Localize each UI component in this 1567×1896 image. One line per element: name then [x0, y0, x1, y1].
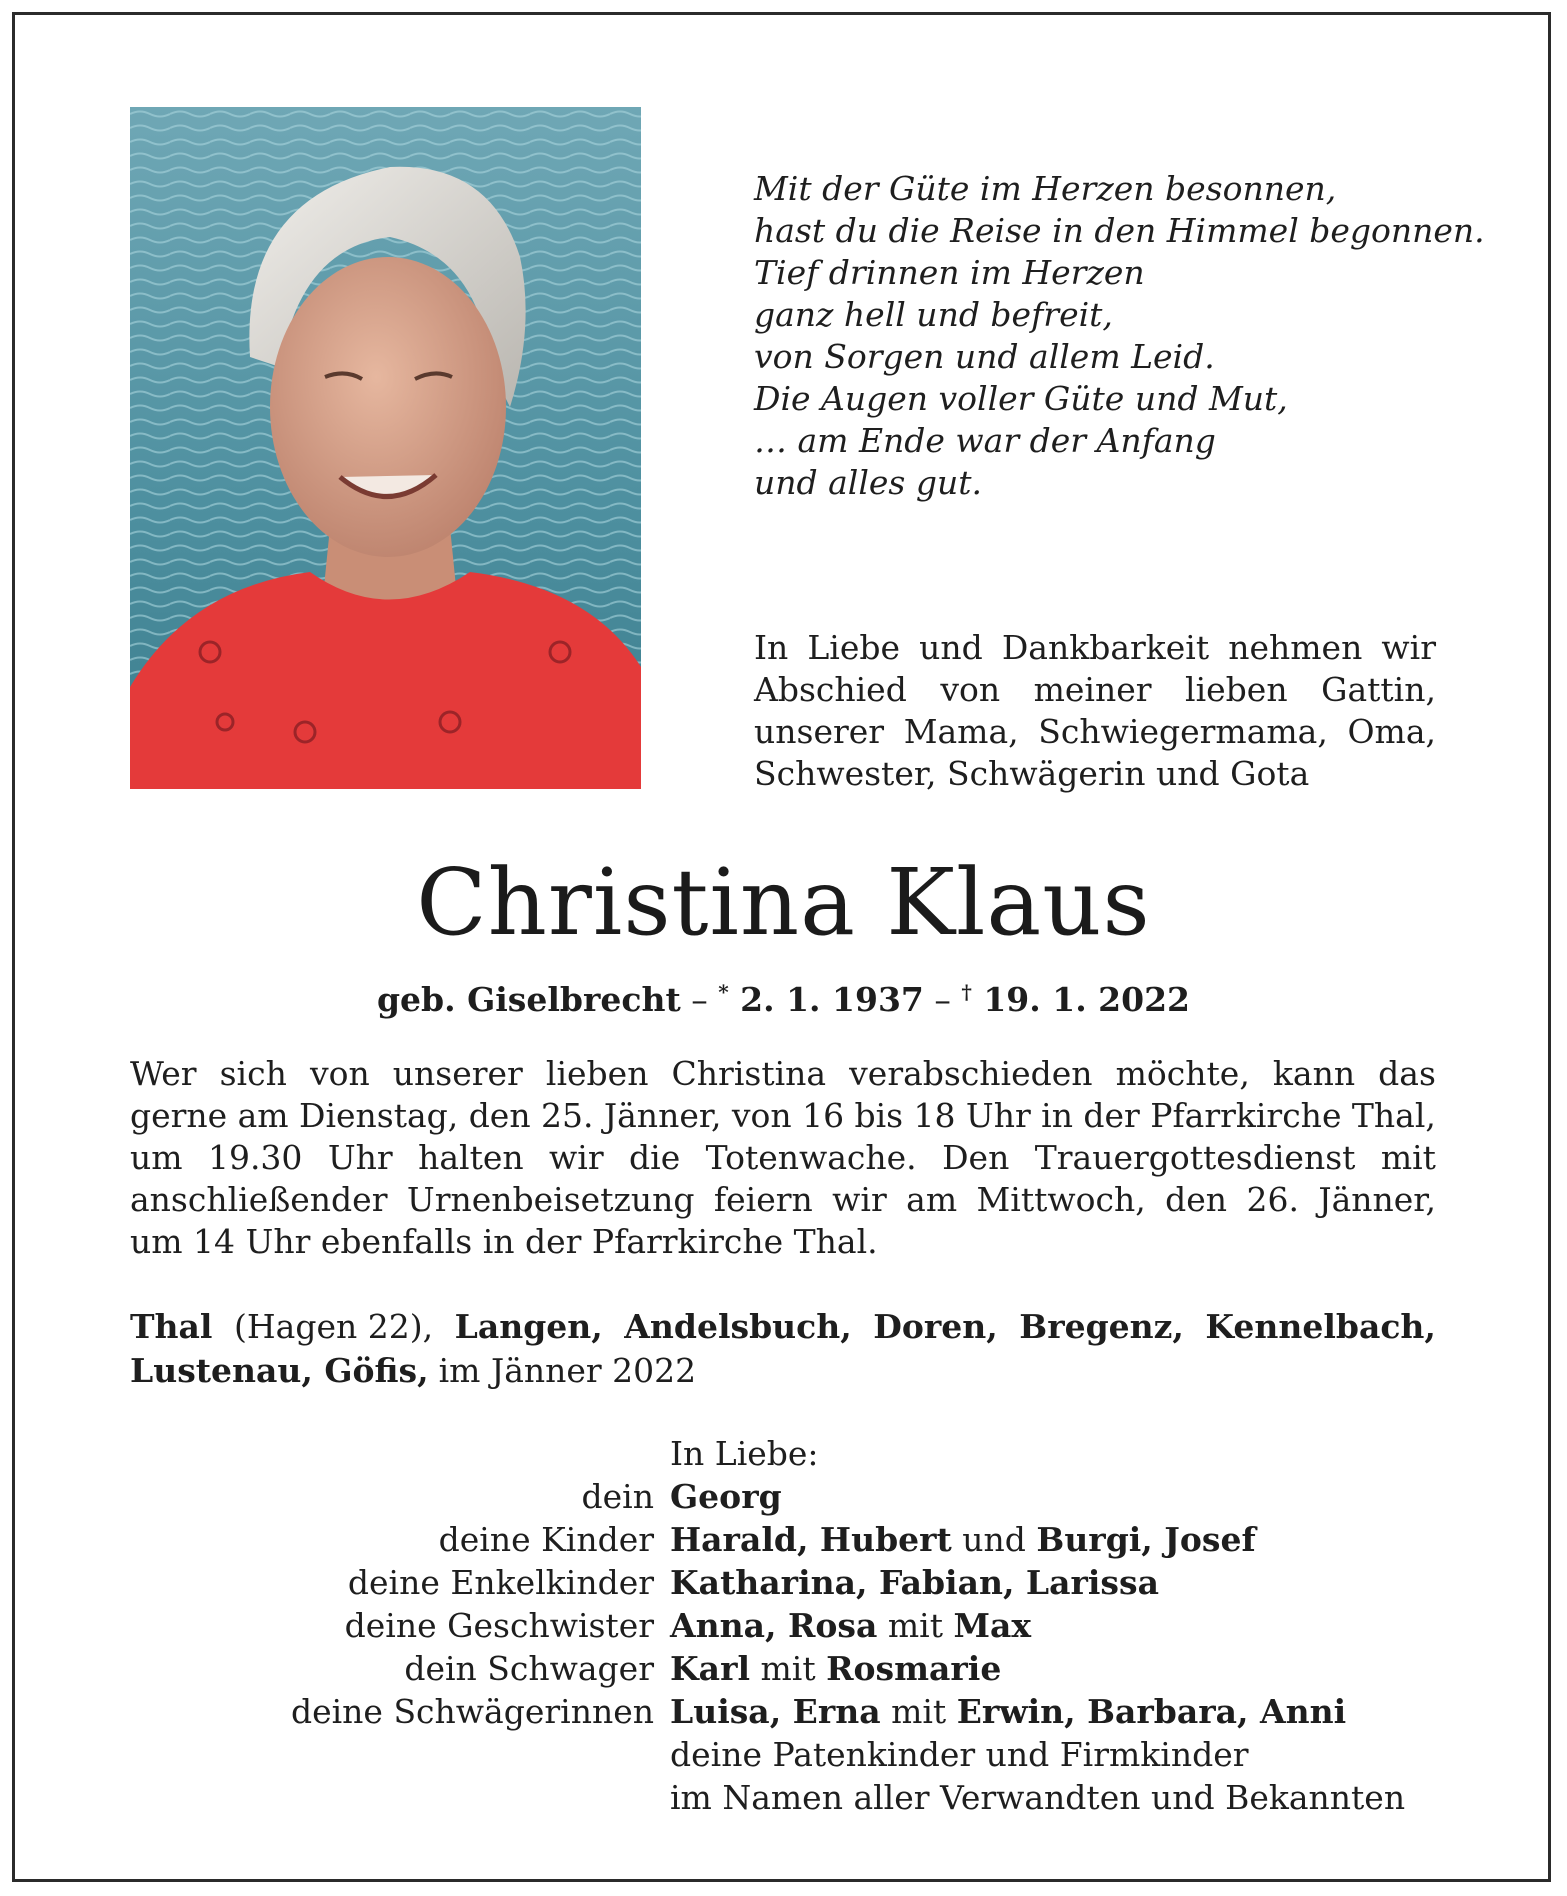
intro-word: In [754, 628, 789, 667]
word: Urnenbeisetzung [406, 1180, 695, 1219]
family-label: deine Enkelkinder [347, 1563, 654, 1602]
intro-line [754, 711, 1436, 753]
places-line [130, 1349, 1436, 1393]
name-bold: Georg [670, 1477, 782, 1516]
place: Bregenz, [1019, 1307, 1184, 1346]
family-row [130, 1733, 1436, 1776]
word: sich [219, 1054, 287, 1093]
family-names: deine Patenkinder und Firmkinder [670, 1735, 1249, 1774]
place: Lustenau, Göfis, [130, 1351, 429, 1390]
family-names [670, 1561, 1159, 1604]
family-row [130, 1475, 1436, 1518]
word: 26. [1246, 1180, 1299, 1219]
word: Trauergottesdienst [1034, 1138, 1356, 1177]
notice-date: im Jänner 2022 [438, 1351, 697, 1390]
intro-word: Gattin, [1321, 670, 1436, 709]
poem-line: … am Ende war der Anfang [754, 421, 1216, 460]
word: Uhr [327, 1138, 393, 1177]
word: Jänner, [603, 1096, 722, 1135]
family-names [670, 1604, 1031, 1647]
connector: mit [750, 1649, 827, 1688]
family-names [670, 1690, 1346, 1733]
death-date: 19. 1. 2022 [971, 980, 1191, 1019]
family-row [130, 1604, 1436, 1647]
service-line [130, 1179, 1436, 1221]
family-label: deine Kinder [438, 1520, 654, 1559]
family-names [670, 1647, 1001, 1690]
family-heading: In Liebe: [670, 1434, 819, 1473]
intro-line [754, 627, 1436, 669]
word: in [1041, 1096, 1073, 1135]
family-names [670, 1518, 1256, 1561]
intro-word: lieben [1185, 670, 1288, 709]
name-bold: Katharina, Fabian, Larissa [670, 1563, 1159, 1602]
birth-death-dates [0, 970, 1567, 1022]
word: Uhr [965, 1096, 1031, 1135]
word: den [1165, 1180, 1228, 1219]
memorial-poem [754, 168, 1485, 504]
family-label [130, 1432, 670, 1475]
connector: mit [880, 1692, 957, 1731]
word: Pfarrkirche [1150, 1096, 1342, 1135]
word: von [731, 1096, 792, 1135]
name-bold: Rosmarie [826, 1649, 1002, 1688]
word: Wer [130, 1054, 197, 1093]
intro-word: nehmen [1228, 628, 1363, 667]
word: verabschieden [849, 1054, 1093, 1093]
family-names: im Namen aller Verwandten und Bekannten [670, 1778, 1406, 1817]
place: Doren, [873, 1307, 998, 1346]
date-separator: – [923, 980, 962, 1019]
word: Dienstag, [299, 1096, 459, 1135]
word: Jänner, [1318, 1180, 1436, 1219]
intro-word: und [919, 628, 983, 667]
service-details [130, 1053, 1436, 1263]
intro-word: von [940, 670, 1001, 709]
word: kann [1272, 1054, 1356, 1093]
word: bis [854, 1096, 904, 1135]
intro-word: unserer [754, 712, 885, 751]
family-label [130, 1733, 670, 1776]
intro-word: Schwester, Schwägerin und Gota [754, 754, 1310, 793]
word: Thal, [1351, 1096, 1436, 1135]
poem-line: von Sorgen und allem Leid. [754, 337, 1215, 376]
family-label [130, 1776, 670, 1819]
family-heading-row [130, 1432, 1436, 1475]
maiden-name: geb. Giselbrecht [376, 980, 681, 1019]
word: der [1083, 1096, 1140, 1135]
family-label: deine Geschwister [344, 1606, 654, 1645]
family-names [670, 1475, 782, 1518]
place: Thal [130, 1307, 213, 1346]
intro-word: Schwiegermama, [1038, 712, 1328, 751]
family-label: dein Schwager [404, 1649, 654, 1688]
farewell-intro [754, 627, 1436, 795]
intro-word: Dankbarkeit [1001, 628, 1210, 667]
intro-line [754, 753, 1436, 795]
portrait-image [130, 107, 641, 789]
intro-line [754, 669, 1436, 711]
word: wir [549, 1138, 604, 1177]
intro-word: meiner [1033, 670, 1152, 709]
name-bold: Luisa, Erna [670, 1692, 881, 1731]
word: 16 [802, 1096, 845, 1135]
word: 19.30 [207, 1138, 303, 1177]
place: Langen, [454, 1307, 603, 1346]
name-bold: Harald, Hubert [670, 1520, 952, 1559]
death-symbol: † [961, 980, 972, 1004]
service-line [130, 1137, 1436, 1179]
intro-word: Liebe [807, 628, 901, 667]
family-label: deine Schwägerinnen [290, 1692, 654, 1731]
family-row [130, 1561, 1436, 1604]
word: um 14 Uhr ebenfalls in der Pfarrkirche Thal. [130, 1222, 878, 1261]
family-row [130, 1518, 1436, 1561]
word: 25. [541, 1096, 594, 1135]
intro-word: Oma, [1347, 712, 1436, 751]
place: Andelsbuch, [624, 1307, 852, 1346]
connector: und [951, 1520, 1037, 1559]
word: am [906, 1180, 958, 1219]
birth-symbol: * [718, 980, 729, 1004]
address: (Hagen 22), [234, 1307, 434, 1346]
family-list [130, 1432, 1436, 1819]
word: gerne [130, 1096, 228, 1135]
poem-line: Mit der Güte im Herzen besonnen, [754, 169, 1337, 208]
word: Mittwoch, [976, 1180, 1146, 1219]
service-line [130, 1221, 1436, 1263]
word: die [629, 1138, 681, 1177]
word: halten [418, 1138, 524, 1177]
intro-word: Mama, [903, 712, 1019, 751]
word: feiern [713, 1180, 813, 1219]
birth-date: 2. 1. 1937 [728, 980, 924, 1019]
intro-word: Abschied [754, 670, 907, 709]
word: das [1378, 1054, 1436, 1093]
date-separator: – [680, 980, 719, 1019]
portrait-photo [130, 107, 641, 789]
intro-word: wir [1381, 628, 1436, 667]
word: von [309, 1054, 370, 1093]
name-bold: Anna, Rosa [670, 1606, 878, 1645]
name-bold: Burgi, Josef [1036, 1520, 1256, 1559]
place: Kennelbach, [1205, 1307, 1436, 1346]
deceased-name: Christina Klaus [416, 849, 1151, 956]
poem-line: ganz hell und befreit, [754, 295, 1113, 334]
word: wir [832, 1180, 887, 1219]
word: möchte, [1115, 1054, 1250, 1093]
word: um [130, 1138, 183, 1177]
word: anschließender [130, 1180, 388, 1219]
family-row [130, 1776, 1436, 1819]
poem-line: Die Augen voller Güte und Mut, [754, 379, 1288, 418]
word: lieben [545, 1054, 649, 1093]
word: 18 [913, 1096, 956, 1135]
word: am [237, 1096, 289, 1135]
word: Totenwache. [705, 1138, 917, 1177]
family-label: dein [581, 1477, 654, 1516]
poem-line: hast du die Reise in den Himmel begonnen. [754, 211, 1485, 250]
service-line [130, 1095, 1436, 1137]
poem-line: und alles gut. [754, 463, 982, 502]
name-bold: Karl [670, 1649, 750, 1688]
poem-line: Tief drinnen im Herzen [754, 253, 1145, 292]
places-and-date [130, 1305, 1436, 1393]
word: Christina [671, 1054, 827, 1093]
family-row [130, 1647, 1436, 1690]
connector: mit [877, 1606, 954, 1645]
name-bold: Max [953, 1606, 1032, 1645]
word: unserer [392, 1054, 523, 1093]
word: mit [1380, 1138, 1436, 1177]
name-bold: Erwin, Barbara, Anni [956, 1692, 1347, 1731]
places-line [130, 1305, 1436, 1349]
service-line [130, 1053, 1436, 1095]
family-row [130, 1690, 1436, 1733]
word: Den [942, 1138, 1010, 1177]
word: den [468, 1096, 531, 1135]
